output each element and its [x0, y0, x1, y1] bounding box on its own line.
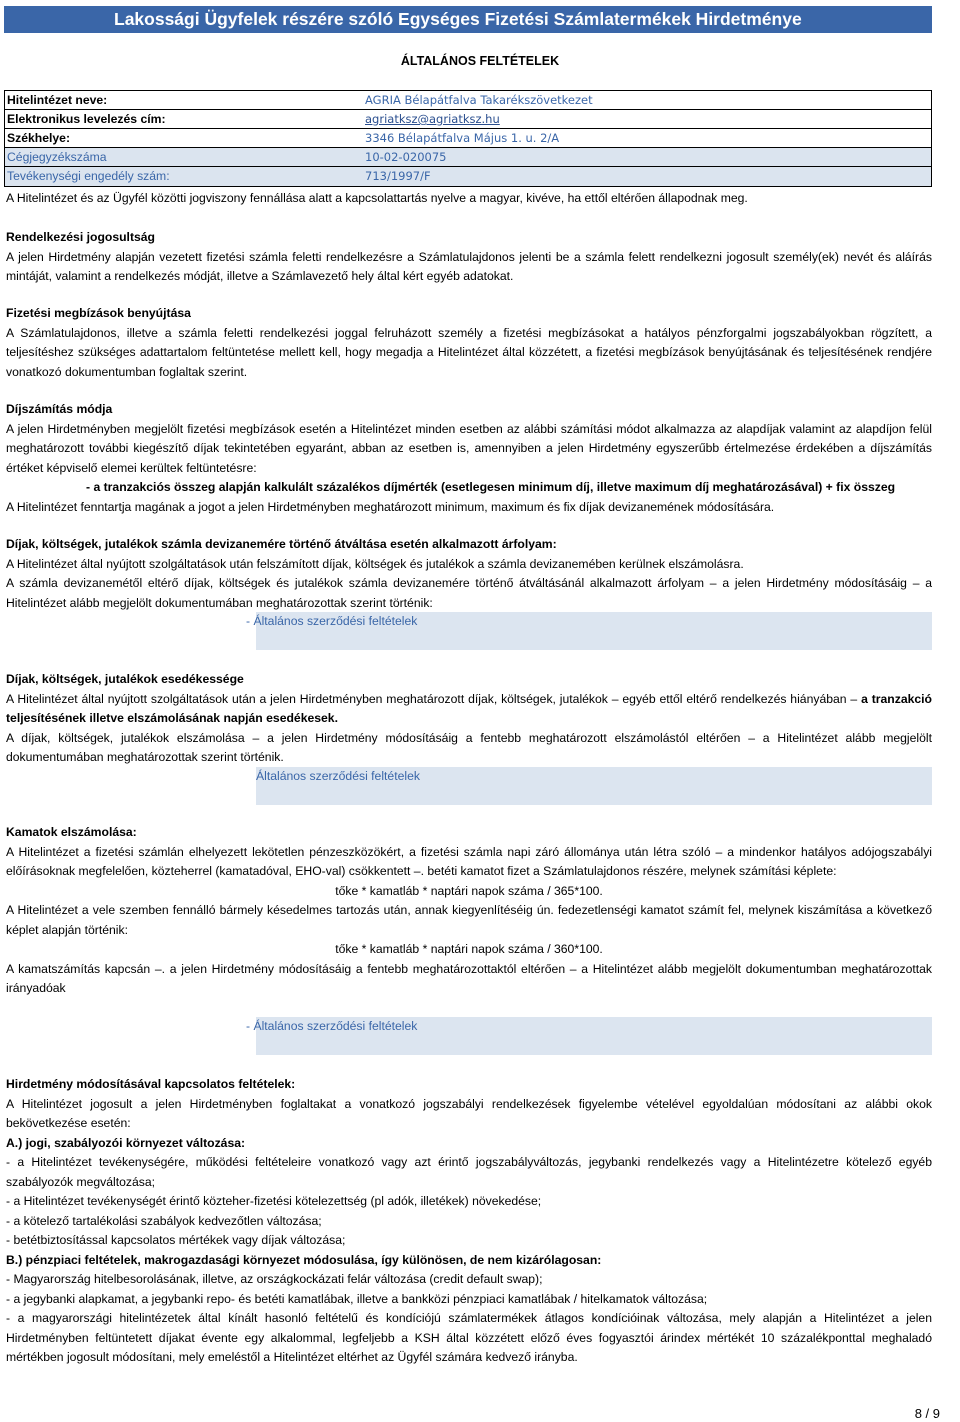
- section-exchange-rate: [6, 535, 932, 613]
- section-text: A Hitelintézet a vele szemben fennálló bármely késedelmes tartozás után, annak kiegyenlítéséig ún. fedezetlenségi kamatot számít fel, melynek kiszámítása a következő képlet alapján történik:: [6, 903, 932, 937]
- interest-formula-2: tőke * kamatláb * naptári napok száma / 360*100.: [335, 942, 603, 956]
- section-text: A Számlatulajdonos, illetve a számla feletti rendelkezési joggal felruházott személy a fizetési megbízásokat a hatályos pénzforgalmi jogszabályokban rögzített, a teljesítéshez szükséges adattartalom feltüntetése mellett kell, hogy megadja a Hitelintézet által közzétett, a fizetési megbízások benyújtásának és teljesítésének rendjére vonatkozó dokumentumban foglaltak szerint.: [6, 325, 932, 379]
- doc-reference: - Általános szerződési feltételek: [246, 1019, 418, 1033]
- info-label: Elektronikus levelezés cím:: [7, 112, 166, 126]
- section-amendment: [6, 1075, 932, 1368]
- section-title: Kamatok elszámolása:: [6, 825, 137, 839]
- section-text: A Hitelintézet által nyújtott szolgáltatások után felszámított díjak, költségek és jutalékok a számla devizanemében kerülnek elszámolásra.: [6, 556, 744, 571]
- interest-formula-1: tőke * kamatláb * naptári napok száma / 365*100.: [335, 883, 603, 898]
- section-interest: [6, 823, 932, 999]
- info-label: Cégjegyzékszáma: [7, 150, 107, 164]
- section-text: A jelen Hirdetmény alapján vezetett fizetési számla feletti rendelkezésre a Számlatulajdonos jelenti be a számla felett rendelkezni jogosult személy(ek) nevét és aláírás mintáját, valamint a rendelkezés módját, illetve a Számlavezető hely által kért egyéb adatokat.: [6, 249, 932, 283]
- section-title: Rendelkezési jogosultság: [6, 230, 155, 244]
- section-text: A jelen Hirdetményben megjelölt fizetési megbízások esetén a Hitelintézet minden esetben az alábbi számítási módot alkalmazza az alapdíjak valamint az alapdíjon felül meghatározott további kiegészítő díjak tekintetében egyaránt, abban az esetben is, amennyiben a jelen Hirdetmény egyszerűbb értelmezése érdekében a díjszámítás értéket képviselő elemei kerültek feltüntetésre:: [6, 421, 932, 475]
- section-text: A Hitelintézet a fizetési számlán elhelyezett lekötetlen pénzeszközökért, a fizetési számla napi záró állománya után létra szóló – a mindenkor hatályos adójogszabályi előírásoknak megfelelően, közteherrel (kamatadóval, EHO-val) csökkentett –. betéti kamatot fizet a Számlatulajdonos részére, melynek számítási képlete:: [6, 844, 932, 878]
- email-link[interactable]: agriatksz@agriatksz.hu: [365, 112, 500, 126]
- section-text: A Hitelintézet fenntartja magának a jogot a jelen Hirdetményben meghatározott minimum, maximum és fix díjak devizanemének módosítására.: [6, 499, 775, 514]
- language-statement: A Hitelintézet és az Ügyfél közötti jogviszony fennállása alatt a kapcsolattartás nyelve a magyar, kivéve, ha ettől eltérően állapodnak meg.: [6, 191, 748, 205]
- info-row-name: [5, 91, 931, 110]
- info-label: Hitelintézet neve:: [7, 93, 108, 107]
- list-item: - a Hitelintézet tevékenységét érintő közteher-fizetési kötelezettség (pl adók, illetékek) növekedése;: [6, 1194, 542, 1208]
- page-banner: Lakossági Ügyfelek részére szóló Egységes Fizetési Számlatermékek Hirdetménye: [4, 6, 932, 33]
- info-row-license: [5, 167, 931, 186]
- section-fee-calculation: [6, 400, 932, 517]
- institution-info-table: [4, 90, 932, 187]
- section-title: Hirdetmény módosításával kapcsolatos feltételek:: [6, 1077, 296, 1091]
- info-row-registry: [5, 148, 931, 167]
- info-label: Székhelye:: [7, 131, 71, 145]
- info-value: 713/1997/F: [365, 169, 431, 183]
- section-text: A díjak, költségek, jutalékok elszámolása – a jelen Hirdetmény módosításáig a fentebb meghatározott elszámolástól eltérően – a Hitelintézet alább megjelölt dokumentumában meghatározottak szerint történik.: [6, 730, 932, 764]
- section-title: Díjak, költségek, jutalékok esedékessége: [6, 672, 244, 686]
- doc-reference: - Általános szerződési feltételek: [246, 614, 418, 628]
- section-title: Díjszámítás módja: [6, 402, 113, 416]
- info-row-address: [5, 129, 931, 148]
- section-text: A Hitelintézet jogosult a jelen Hirdetményben foglaltakat a vonatkozó jogszabályi rendelkezések figyelembe vételével egyoldalúan módosítani az alábbi okok bekövetkezése esetén:: [6, 1096, 932, 1130]
- doc-reference: Általános szerződési feltételek: [256, 769, 420, 783]
- subsection-title: A.) jogi, szabályozói környezet változása:: [6, 1135, 246, 1150]
- info-value: 10-02-020075: [365, 150, 447, 164]
- section-title: Fizetési megbízások benyújtása: [6, 306, 191, 320]
- fee-formula-line: - a tranzakciós összeg alapján kalkulált százalékos díjmérték (esetlegesen minimum díj, illetve maximum díj meghatározásával) + fix összeg: [86, 480, 896, 494]
- subsection-title: B.) pénzpiaci feltételek, makrogazdasági környezet módosulása, így különösen, de nem kizárólagosan:: [6, 1252, 602, 1267]
- section-payment-orders: [6, 304, 932, 382]
- section-subtitle: ÁLTALÁNOS FELTÉTELEK: [400, 54, 560, 68]
- section-text: A számla devizanemétől eltérő díjak, költségek és jutalékok számla devizanemére történő átváltásánál alkalmazott árfolyam – a jelen Hirdetmény módosításáig – a Hitelintézet alább megjelölt dokumentumában meghatározottak szerint történik:: [6, 576, 932, 610]
- page-number: 8 / 9: [914, 1406, 940, 1421]
- info-value: 3346 Bélapátfalva Május 1. u. 2/A: [365, 131, 560, 145]
- doc-reference-box: [256, 767, 932, 805]
- list-item: - a jegybanki alapkamat, a jegybanki repo- és betéti kamatlábak, illetve a bankközi pénzpiaci kamatlábak / hitelkamatok változása;: [6, 1291, 708, 1306]
- doc-reference-box: [246, 1017, 932, 1055]
- section-text: A kamatszámítás kapcsán –. a jelen Hirdetmény módosításáig a fentebb meghatározottaktól eltérően – a Hitelintézet alább megjelölt dokumentumban meghatározottak irányadóak: [6, 961, 932, 995]
- section-title: Díjak, költségek, jutalékok számla devizanemére történő átváltása esetén alkalmazott árfolyam:: [6, 537, 557, 551]
- section-text: A Hitelintézet által nyújtott szolgáltatások után a jelen Hirdetményben meghatározott díjak, költségek, jutalékok – egyéb ettől eltérő rendelkezés hiányában –: [6, 691, 858, 706]
- list-item: - betétbiztosítással kapcsolatos mértékek vagy díjak változása;: [6, 1233, 346, 1247]
- section-due-date: [6, 670, 932, 768]
- info-label: Tevékenységi engedély szám:: [7, 169, 170, 183]
- info-row-email: [5, 110, 931, 129]
- list-item: - Magyarország hitelbesorolásának, illetve, az országkockázati felár változása (credit default swap);: [6, 1272, 543, 1286]
- list-item: - a kötelező tartalékolási szabályok kedvezőtlen változása;: [6, 1213, 322, 1228]
- info-value: AGRIA Bélapátfalva Takarékszövetkezet: [365, 93, 593, 107]
- list-item: - a magyarországi hitelintézetek által kínált hasonló feltételű és kondíciójú számlatermékek átlagos kondícióinak változása, mely alapján a Hitelintézet a jelen Hirdetményben feltüntetett díjakat évente egy alkalommal, legfeljebb a KSH által közzétett előző éves fogyasztói árindex mértékét 10 százalékponttal meghaladó mértékben jogosult módosítani, mely emeléstől a Hitelintézet eltérhet az Ügyfél számára kedvező irányba.: [6, 1311, 932, 1364]
- section-text-bold: a tranzakció teljesítésének illetve elszámolásának napján esedékesek.: [6, 691, 933, 725]
- doc-reference-box: [246, 612, 932, 650]
- section-authority: [6, 228, 932, 287]
- list-item: - a Hitelintézet tevékenységére, működési feltételeire vonatkozó vagy azt érintő jogszabályváltozás, jegybanki rendelkezés vagy a Hitelintézetre kötelező egyéb szabályozók megváltozása;: [6, 1155, 932, 1189]
